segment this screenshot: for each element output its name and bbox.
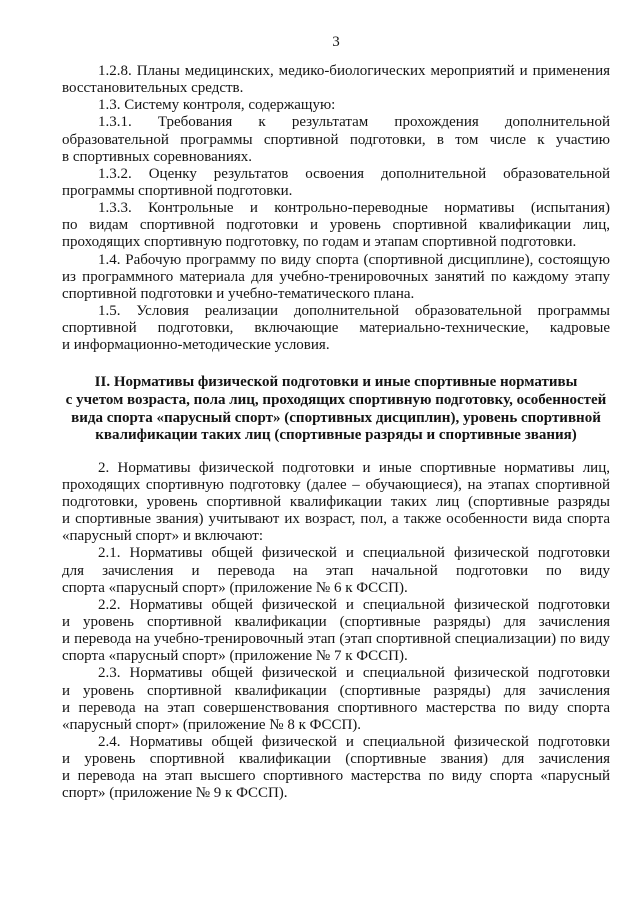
text-line: в спортивных соревнованиях. [62, 148, 253, 165]
text-line: проходящих спортивную подготовку, по годам и этапам спортивной подготовки. [62, 234, 577, 251]
paragraph-1-2-8 [62, 63, 610, 97]
paragraph-1-4 [62, 252, 610, 303]
text-line: 2.3. Нормативы общей физической и специальной физической подготовки [98, 665, 610, 682]
section-2 [62, 460, 610, 803]
text-line: 2. Нормативы физической подготовки и иные спортивные нормативы лиц, [98, 459, 610, 476]
text-line: и спортивные звания) учитывают их возраст, пол, а также особенности вида спорта [62, 511, 610, 528]
text-line: спортивной подготовки, включающие материально-технические, кадровые [62, 320, 610, 337]
text-line: программы спортивной подготовки. [62, 182, 293, 199]
text-line: 1.4. Рабочую программу по виду спорта (спортивной дисциплине), состоящую [98, 251, 610, 268]
section-heading [62, 374, 610, 444]
text-line: спорта «парусный спорт» (приложение № 7 к ФССП). [62, 648, 408, 665]
paragraph-1-3-3 [62, 200, 610, 251]
page-number: 3 [332, 34, 340, 50]
text-line: 1.3. Систему контроля, содержащую: [98, 97, 336, 114]
section-heading-line: квалификации таких лиц (спортивные разряды и спортивные звания) [95, 427, 577, 444]
paragraph-2-2 [62, 597, 610, 666]
paragraph-1-3-2 [62, 166, 610, 200]
text-line: «парусный спорт» и включают: [62, 528, 264, 545]
text-line: и уровень спортивной квалификации (спортивные разряды) для зачисления [62, 614, 610, 631]
text-line: подготовки, уровень спортивной квалификации таких лиц (спортивные разряды [62, 494, 610, 511]
text-line: для зачисления и перевода на этап начальной подготовки по виду [62, 562, 610, 579]
text-line: образовательной программы спортивной подготовки, в том числе к участию [62, 131, 610, 148]
text-line: спорт» (приложение № 9 к ФССП). [62, 785, 288, 802]
text-line: спортивной подготовки и учебно-тематического плана. [62, 285, 415, 302]
text-line: 1.5. Условия реализации дополнительной образовательной программы [98, 302, 610, 319]
paragraph-2-3 [62, 665, 610, 734]
text-line: 2.4. Нормативы общей физической и специальной физической подготовки [98, 734, 610, 751]
text-line: 1.3.1. Требования к результатам прохождения дополнительной [98, 114, 610, 131]
text-line: и перевода на этап высшего спортивного мастерства по виду спорта «парусный [62, 768, 610, 785]
section-heading-line: II. Нормативы физической подготовки и иные спортивные нормативы [94, 374, 578, 391]
section-heading-line: с учетом возраста, пола лиц, проходящих спортивную подготовку, особенностей [65, 391, 607, 408]
text-line: 1.3.2. Оценку результатов освоения дополнительной образовательной [98, 165, 610, 182]
document-body [62, 63, 610, 803]
text-line: спорта «парусный спорт» (приложение № 6 к ФССП). [62, 579, 408, 596]
text-line: из программного материала для учебно-тренировочных занятий по каждому этапу [62, 268, 610, 285]
text-line: восстановительных средств. [62, 80, 244, 97]
text-line: 1.2.8. Планы медицинских, медико-биологических мероприятий и применения [98, 63, 610, 79]
paragraph-1-3-1 [62, 114, 610, 165]
paragraph-1-5 [62, 303, 610, 354]
section-1 [62, 63, 610, 354]
paragraph-2 [62, 460, 610, 546]
paragraph-1-3 [62, 97, 610, 114]
text-line: и перевода на учебно-тренировочный этап (этап спортивной специализации) по виду [62, 631, 610, 648]
paragraph-2-1 [62, 545, 610, 596]
text-line: проходящих спортивную подготовку (далее – обучающиеся), на этапах спортивной [62, 476, 610, 493]
text-line: 2.1. Нормативы общей физической и специальной физической подготовки [98, 545, 610, 562]
text-line: и уровень спортивной квалификации (спортивные звания) для зачисления [62, 751, 610, 768]
text-line: и уровень спортивной квалификации (спортивные разряды) для зачисления [62, 682, 610, 699]
paragraph-2-4 [62, 734, 610, 803]
text-line: и перевода на этап совершенствования спортивного мастерства по виду спорта [62, 699, 610, 716]
text-line: 1.3.3. Контрольные и контрольно-переводные нормативы (испытания) [98, 200, 610, 217]
section-heading-line: вида спорта «парусный спорт» (спортивных дисциплин), уровень спортивной [71, 409, 601, 426]
text-line: «парусный спорт» (приложение № 8 к ФССП). [62, 716, 362, 733]
text-line: 2.2. Нормативы общей физической и специальной физической подготовки [98, 596, 610, 613]
text-line: по видам спортивной подготовки и уровень спортивной квалификации лиц, [62, 217, 610, 234]
text-line: и информационно-методические условия. [62, 337, 330, 354]
